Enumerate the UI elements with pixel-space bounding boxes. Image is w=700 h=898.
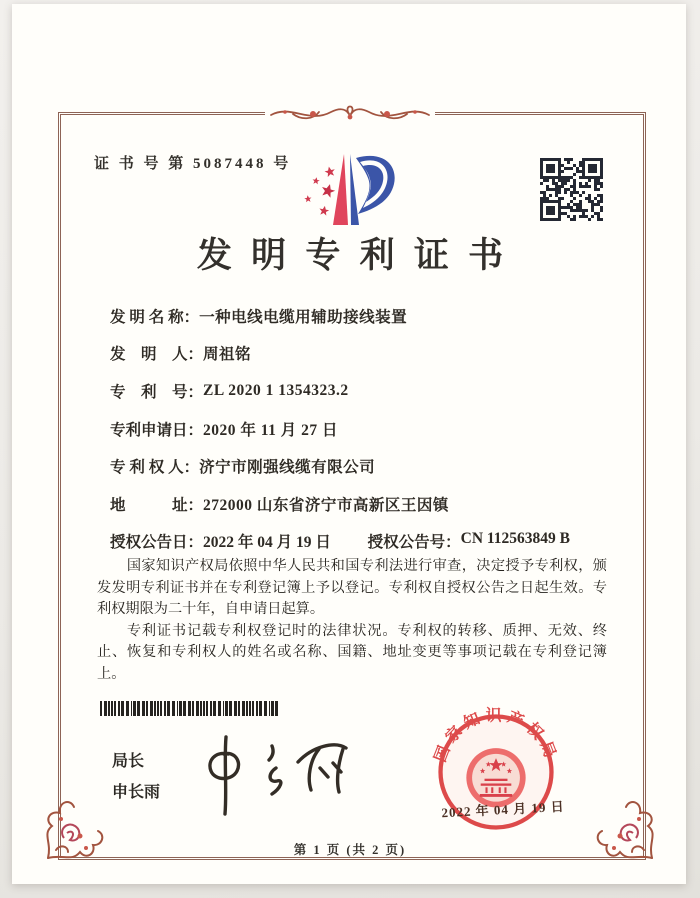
field-label: 专利申请日： <box>110 421 204 439</box>
legal-paragraph-2: 专利证书记载专利权登记时的法律状况。专利权的转移、质押、无效、终止、恢复和专利权人的姓名或名称、国籍、地址变更等事项记载在专利登记簿上。 <box>97 622 607 682</box>
seal-org-text: 国家知识产权局 <box>432 707 560 765</box>
field-value: 周祖铭 <box>203 346 252 364</box>
field-value: CN 112563849 B <box>460 530 570 548</box>
field-label: 授权公告号： <box>367 534 461 552</box>
seal-date-stamp: 2022 年 04 月 19 日 <box>441 798 565 821</box>
field-value: 272000 山东省济宁市高新区王因镇 <box>203 496 449 514</box>
certificate-title: 发明专利证书 <box>196 236 523 275</box>
field-row-filing-date <box>110 410 570 448</box>
field-value: 2020 年 11 月 27 日 <box>203 421 339 439</box>
field-row-grant <box>110 523 570 561</box>
cnipa-patent-logo-icon <box>288 146 438 240</box>
field-label: 专 利 号： <box>110 383 204 401</box>
field-label: 发 明 名 称： <box>110 308 200 326</box>
director-signature-icon <box>182 730 357 818</box>
field-value: 2022 年 04 月 19 日 <box>203 534 331 552</box>
certificate-fields <box>110 297 570 560</box>
legal-text <box>97 556 607 686</box>
director-name: 申长雨 <box>112 784 161 801</box>
field-label: 发 明 人： <box>110 346 204 364</box>
field-row-address <box>110 485 570 523</box>
field-label: 地 址： <box>110 496 204 514</box>
field-label: 专 利 权 人： <box>110 459 200 477</box>
field-row-inventor <box>110 335 570 373</box>
border-ornament-top-icon <box>265 92 435 134</box>
field-value: 济宁市刚强线缆有限公司 <box>199 459 376 477</box>
legal-paragraph-1: 国家知识产权局依照中华人民共和国专利法进行审查，决定授予专利权，颁发发明专利证书并在专利登记簿上予以登记。专利权自授权公告之日起生效。专利权期限为二十年，自申请日起算。 <box>97 558 607 618</box>
field-row-patentee <box>110 447 570 485</box>
director-title: 局长 <box>112 753 145 770</box>
field-row-patent-number <box>110 372 570 410</box>
grant-date <box>110 530 368 552</box>
field-value: 一种电线电缆用辅助接线装置 <box>199 308 408 326</box>
certificate-number: 证 书 号 第 5087448 号 <box>94 156 292 172</box>
page-footer: 第 1 页 (共 2 页) <box>293 843 407 857</box>
field-row-invention-name <box>110 297 570 335</box>
barcode <box>100 701 280 716</box>
field-value: ZL 2020 1 1354323.2 <box>203 381 349 399</box>
grant-number <box>368 530 570 552</box>
qr-code <box>540 158 603 221</box>
field-label: 授权公告日： <box>110 534 204 552</box>
